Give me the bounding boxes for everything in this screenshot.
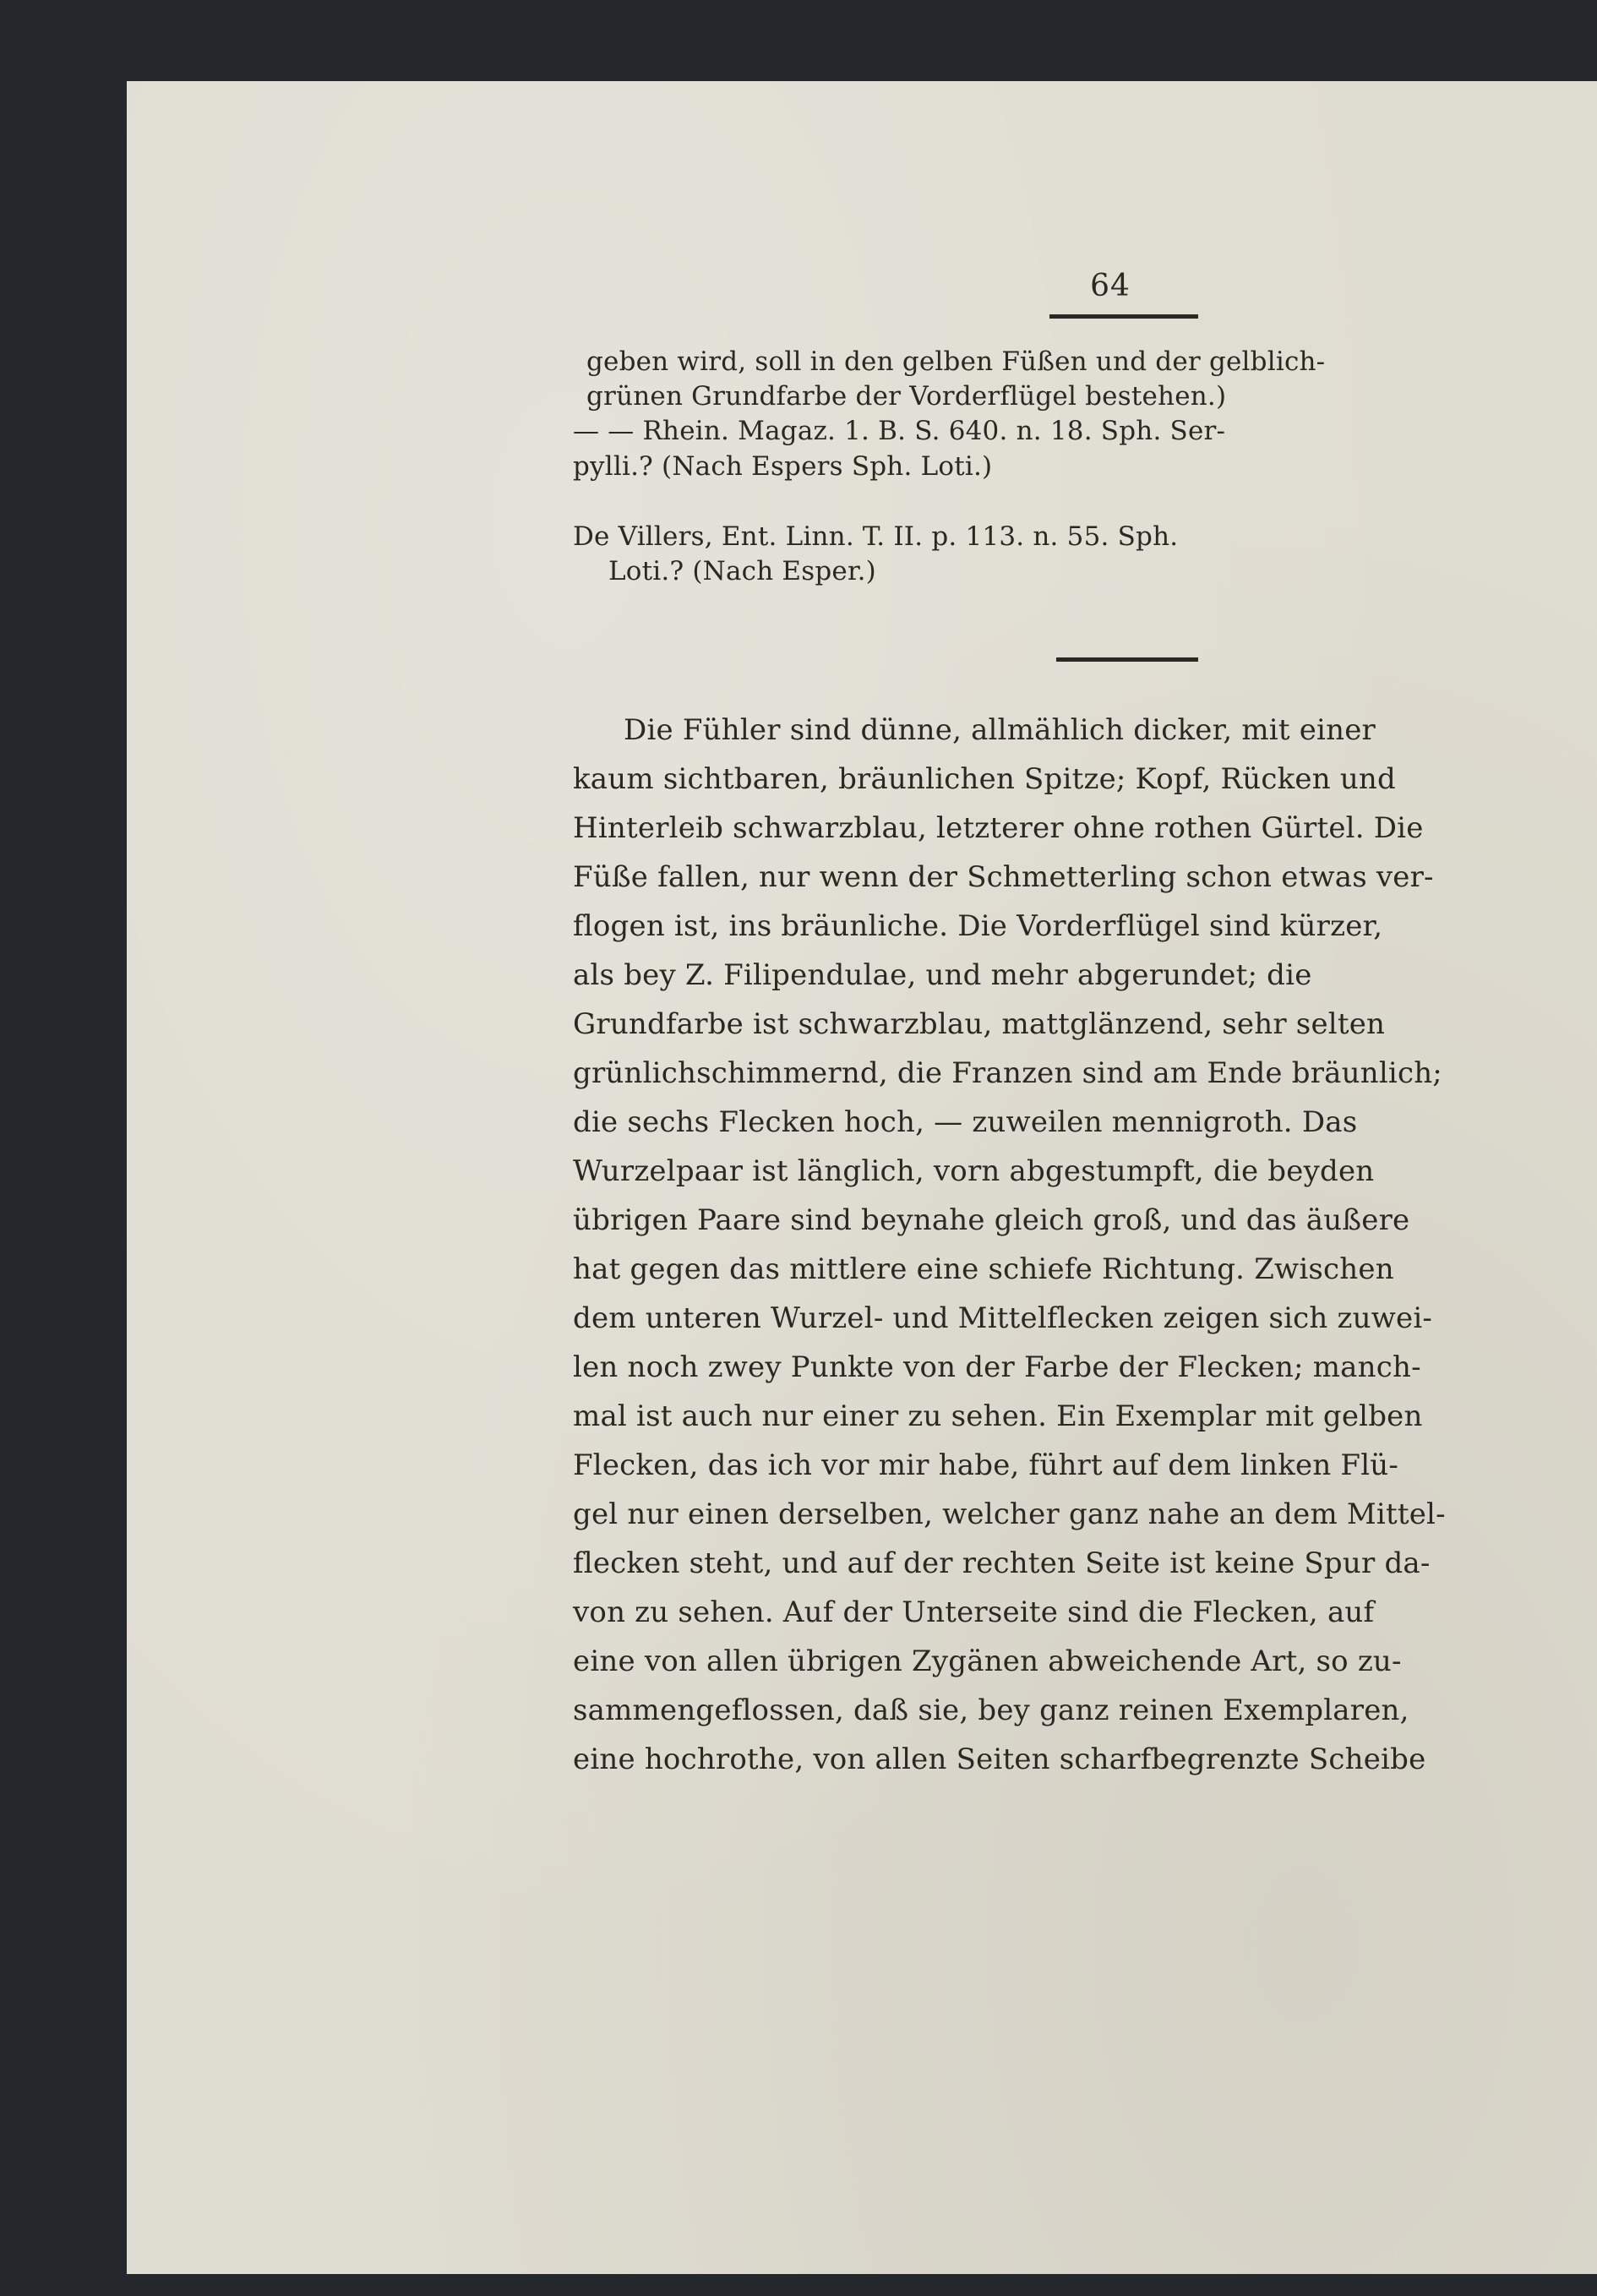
body-line: len noch zwey Punkte von der Farbe der Flecken; manch- — [573, 1350, 1421, 1384]
body-line: flecken steht, und auf der rechten Seite ist keine Spur da- — [573, 1546, 1431, 1580]
body-line: hat gegen das mittlere eine schiefe Richtung. Zwischen — [573, 1252, 1394, 1286]
section-rule — [1056, 657, 1198, 662]
body-line: Die Fühler sind dünne, allmählich dicker, mit einer — [624, 713, 1376, 747]
body-line: mal ist auch nur einer zu sehen. Ein Exemplar mit gelben — [573, 1399, 1423, 1433]
body-line: dem unteren Wurzel- und Mittelflecken zeigen sich zuwei- — [573, 1301, 1433, 1335]
reference-line: De Villers, Ent. Linn. T. II. p. 113. n. 55. Sph. — [573, 521, 1179, 552]
reference-line: geben wird, soll in den gelben Füßen und der gelblich- — [586, 346, 1326, 377]
reference-line: Loti.? (Nach Esper.) — [608, 556, 876, 586]
page-number: 64 — [1090, 269, 1131, 303]
body-line: übrigen Paare sind beynahe gleich groß, und das äußere — [573, 1203, 1410, 1237]
header-rule — [1049, 314, 1198, 319]
reference-line: pylli.? (Nach Espers Sph. Loti.) — [573, 451, 993, 482]
body-line: Hinterleib schwarzblau, letzterer ohne rothen Gürtel. Die — [573, 811, 1424, 845]
reference-line: grünen Grundfarbe der Vorderflügel bestehen.) — [586, 381, 1227, 412]
reference-line: — — Rhein. Magaz. 1. B. S. 640. n. 18. Sph. Ser- — [573, 416, 1226, 446]
body-line: als bey Z. Filipendulae, und mehr abgerundet; die — [573, 958, 1312, 992]
body-line: Wurzelpaar ist länglich, vorn abgestumpft, die beyden — [573, 1154, 1375, 1188]
body-line: von zu sehen. Auf der Unterseite sind die Flecken, auf — [573, 1595, 1375, 1629]
body-line: gel nur einen derselben, welcher ganz nahe an dem Mittel- — [573, 1497, 1446, 1531]
body-line: flogen ist, ins bräunliche. Die Vorderflügel sind kürzer, — [573, 909, 1383, 943]
body-line: eine hochrothe, von allen Seiten scharfbegrenzte Scheibe — [573, 1742, 1426, 1776]
body-line: sammengeflossen, daß sie, bey ganz reinen Exemplaren, — [573, 1693, 1409, 1727]
body-line: die sechs Flecken hoch, — zuweilen mennigroth. Das — [573, 1105, 1358, 1139]
body-line: Flecken, das ich vor mir habe, führt auf dem linken Flü- — [573, 1448, 1399, 1482]
book-page — [127, 81, 1597, 2274]
body-line: Füße fallen, nur wenn der Schmetterling schon etwas ver- — [573, 860, 1434, 894]
body-line: Grundfarbe ist schwarzblau, mattglänzend, sehr selten — [573, 1007, 1386, 1041]
body-line: eine von allen übrigen Zygänen abweichende Art, so zu- — [573, 1644, 1402, 1678]
body-line: kaum sichtbaren, bräunlichen Spitze; Kopf, Rücken und — [573, 762, 1396, 796]
body-line: grünlichschimmernd, die Franzen sind am Ende bräunlich; — [573, 1056, 1442, 1090]
